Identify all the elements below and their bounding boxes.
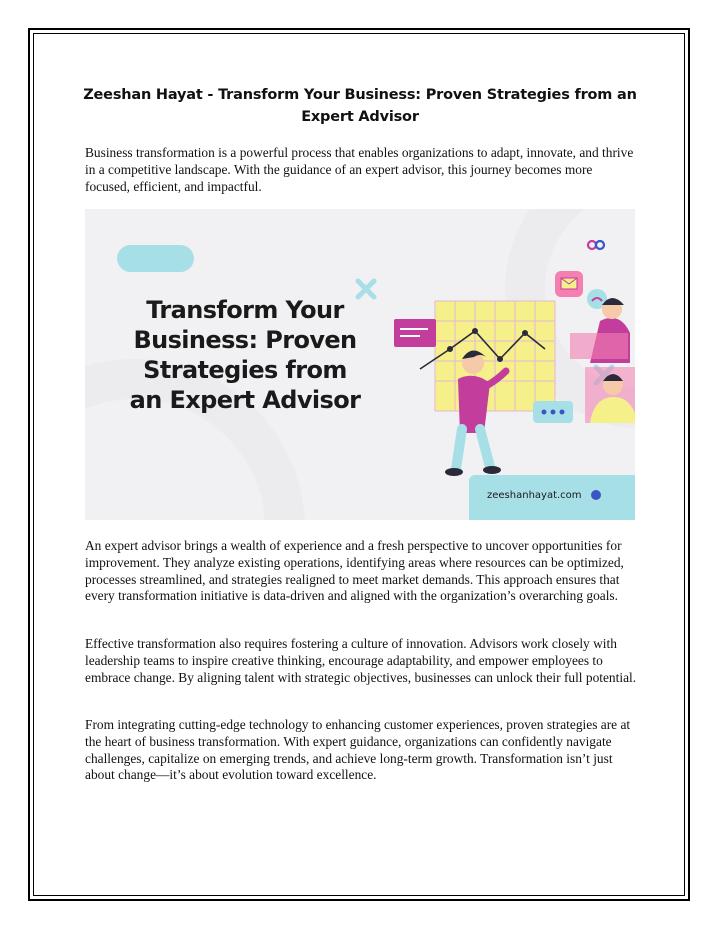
website-dot-icon (591, 490, 601, 500)
banner-pill (117, 245, 194, 272)
website-bar (469, 475, 635, 520)
body-paragraph: Effective transformation also requires fostering a culture of innovation. Advisors work closely with leadership teams to inspire creative thinking, encourage adaptability, and empower employees to embrace change. By aligning talent with strategic objectives, businesses can unlock their full potential. (85, 636, 637, 685)
chat-bubble-icon (533, 401, 573, 423)
business-illustration (350, 209, 635, 479)
intro-paragraph: Business transformation is a powerful process that enables organizations to adapt, innovate, and thrive in a competitive landscape. With the guidance of an expert advisor, this journey becomes more focused, efficient, and impactful. (85, 145, 634, 194)
document-title: Zeeshan Hayat - Transform Your Business: Proven Strategies from an Expert Advisor (83, 87, 637, 125)
website-label: zeeshanhayat.com (487, 490, 582, 501)
close-x-icon (358, 281, 374, 297)
banner-headline: Transform Your Business: Proven Strategies from an Expert Advisor (129, 296, 361, 414)
body-paragraph: An expert advisor brings a wealth of experience and a fresh perspective to uncover opportunities for improvement. They analyze existing operations, identifying areas where resources can be optimized, processes streamlined, and strategies realigned to meet market demands. This approach ensures that every transformation initiative is data-driven and aligned with the organization’s overarching goals. (85, 538, 624, 604)
chart-grid-board (435, 301, 555, 411)
message-card (394, 319, 436, 347)
infinity-logo-icon (588, 241, 604, 249)
person-frame (585, 367, 635, 423)
banner-image (85, 209, 635, 520)
body-paragraph: From integrating cutting-edge technology to enhancing customer experiences, proven strategies are at the heart of business transformation. With expert guidance, organizations can confidently navigate challenges, capitalize on emerging trends, and achieve long-term growth. Transformation isn’t just about change—it’s about evolution toward excellence. (85, 717, 631, 783)
mail-icon (555, 271, 583, 297)
